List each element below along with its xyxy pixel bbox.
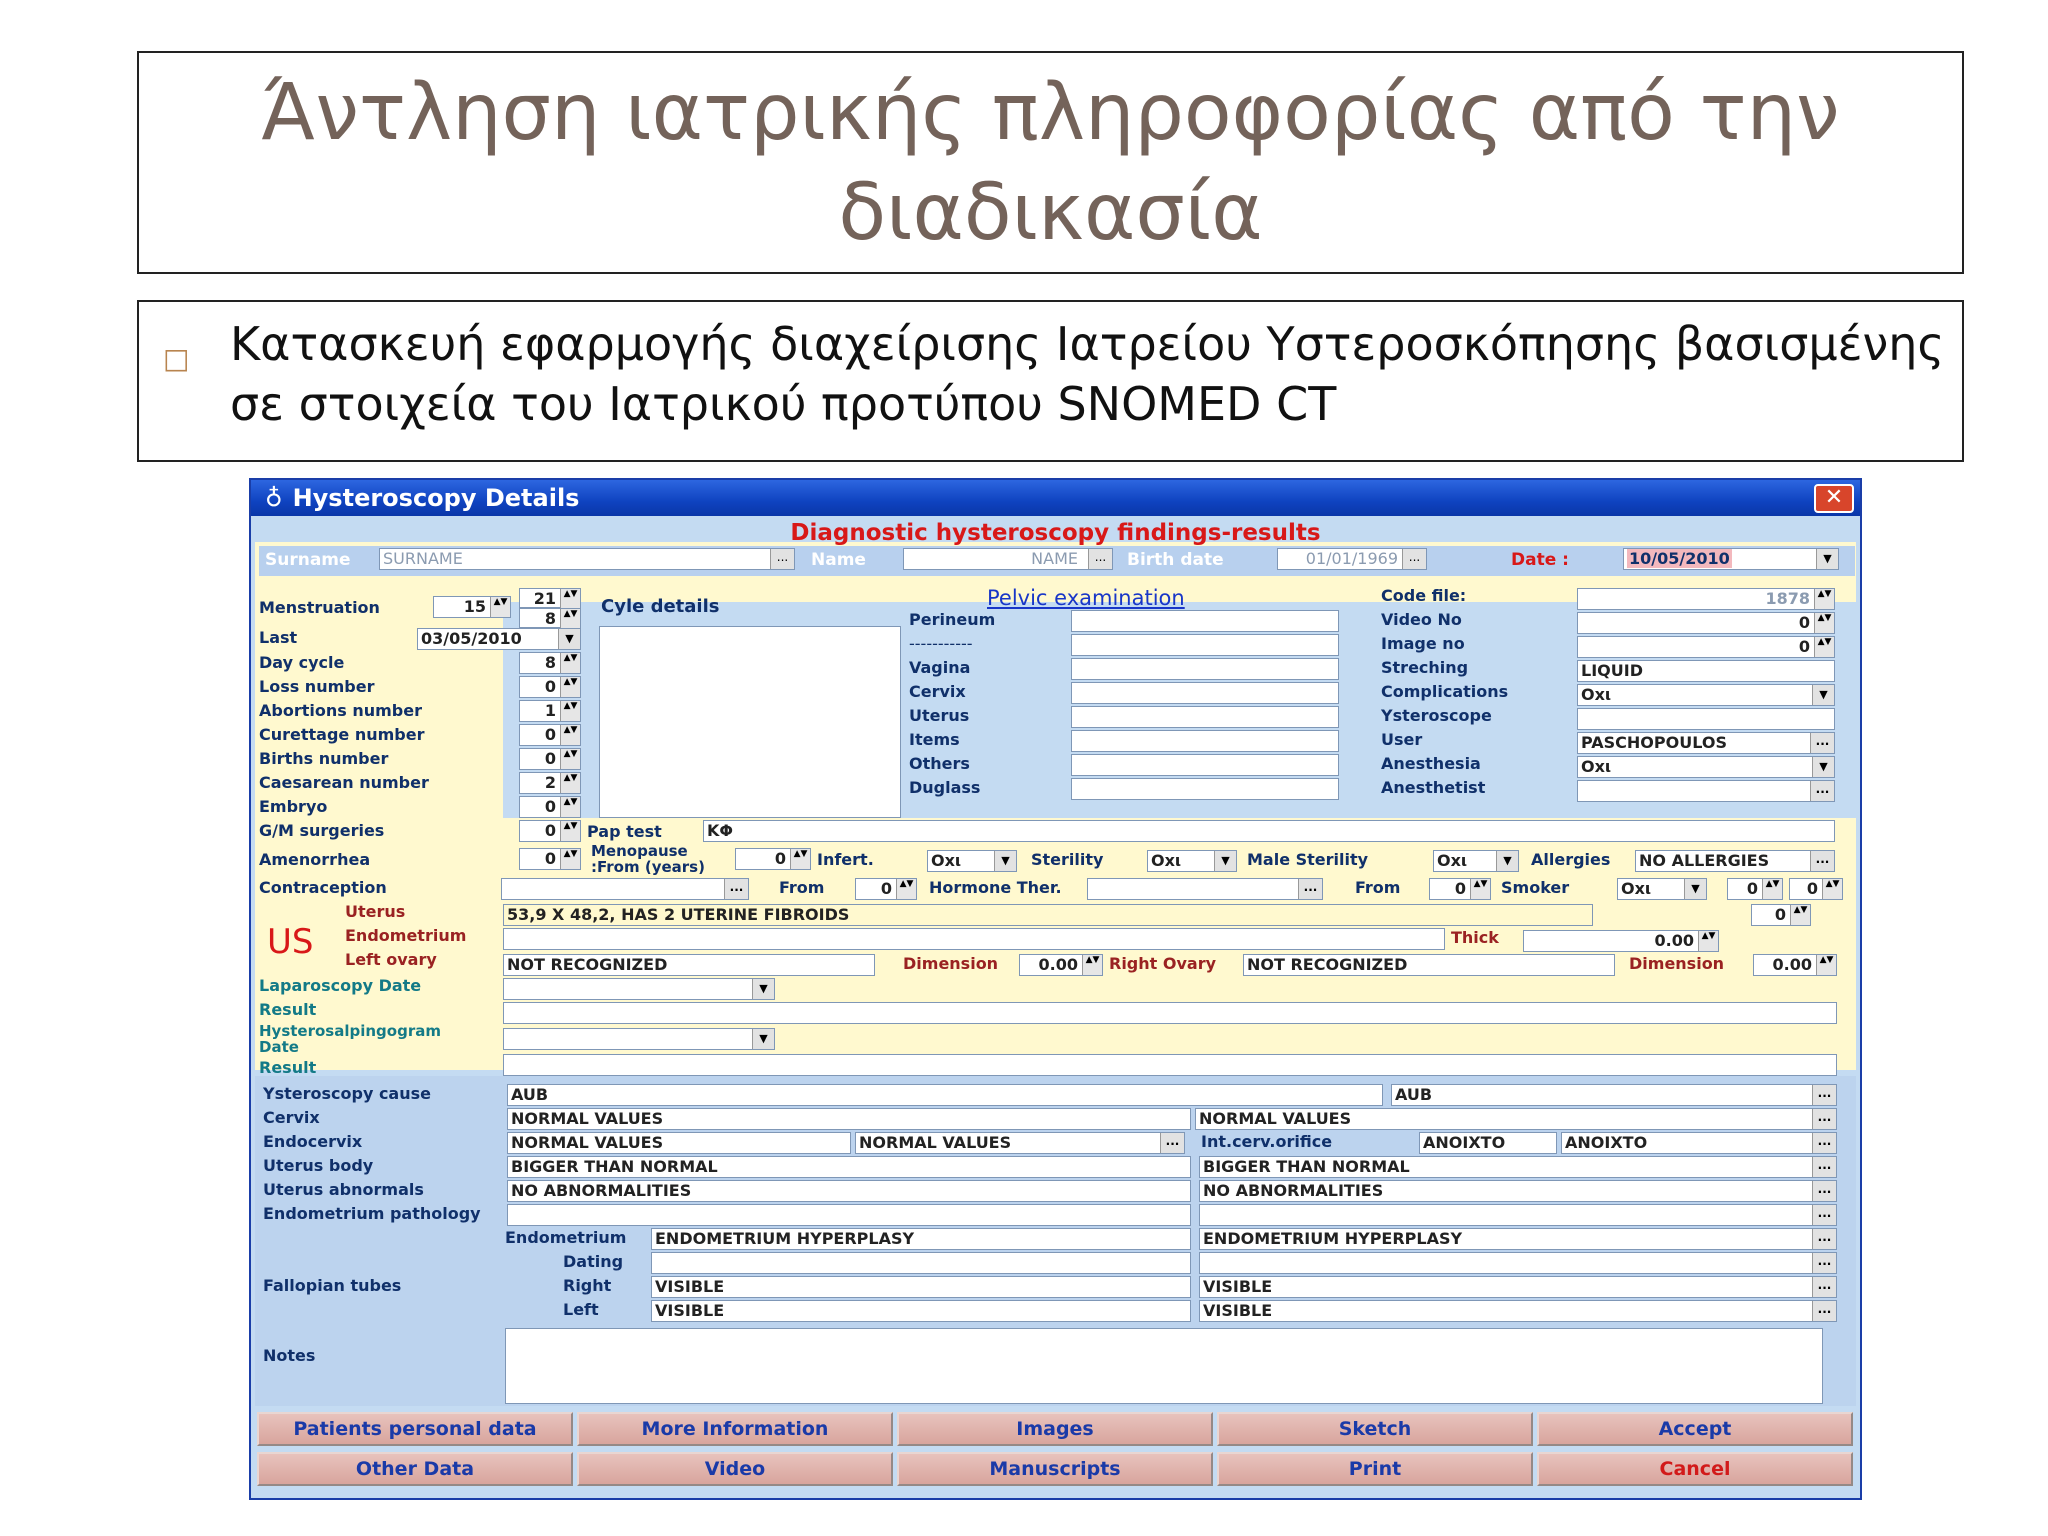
complications-select[interactable]: Oxι ▼ <box>1577 684 1835 706</box>
uterus-label: Uterus <box>909 706 970 725</box>
bullet-text: Κατασκευή εφαρμογής διαχείρισης Ιατρείου Υστεροσκόπησης βασισμένης σε στοιχεία του Ιατρικού προτύπου SNOMED CT <box>230 317 1945 431</box>
close-button[interactable]: ✕ <box>1814 484 1854 513</box>
laparoscopy-date-label: Laparoscopy Date <box>259 976 422 995</box>
uterus-body-field-a[interactable]: BIGGER THAN NORMAL <box>507 1156 1191 1178</box>
window-titlebar[interactable] <box>251 480 1860 516</box>
anesthesia-label: Anesthesia <box>1381 754 1481 773</box>
fallopian-left-field-a[interactable]: VISIBLE <box>651 1300 1191 1322</box>
anesthetist-label: Anesthetist <box>1381 778 1486 797</box>
caesarean-spinner[interactable]: 2 ▲▼ <box>519 772 581 794</box>
endocervix-field-b[interactable]: NORMAL VALUES ... <box>855 1132 1185 1154</box>
int-cerv-field-b[interactable]: ΑΝΟΙΧΤΟ ... <box>1561 1132 1837 1154</box>
menopause-spinner[interactable]: 0 ▲▼ <box>735 848 811 870</box>
endometrium-field-a[interactable]: ENDOMETRIUM HYPERPLASY <box>651 1228 1191 1250</box>
sterility-label: Sterility <box>1031 850 1104 869</box>
video-no-label: Video No <box>1381 610 1462 629</box>
name-label: Name <box>811 550 866 570</box>
streching-label: Streching <box>1381 658 1469 677</box>
images-button[interactable]: Images <box>897 1412 1213 1446</box>
uterus-body-field-b[interactable]: BIGGER THAN NORMAL ... <box>1199 1156 1837 1178</box>
sterility-select[interactable]: Oxι ▼ <box>1147 850 1237 872</box>
amenorrhea-label: Amenorrhea <box>259 850 371 869</box>
from-spinner-2[interactable]: 0 ▲▼ <box>1429 878 1491 900</box>
others-field[interactable] <box>1071 754 1339 776</box>
smoker-spinner-1[interactable]: 0 ▲▼ <box>1727 878 1783 900</box>
thick-label: Thick <box>1451 928 1499 947</box>
laparoscopy-date-field[interactable]: ▼ <box>503 978 775 1000</box>
fallopian-left-field-b[interactable]: VISIBLE ... <box>1199 1300 1837 1322</box>
code-file-label: Code file: <box>1381 586 1467 605</box>
bullet-square-icon: □ <box>163 342 190 375</box>
menstruation-label: Menstruation <box>259 598 380 617</box>
endometrium-pathology-field-b[interactable]: ... <box>1199 1204 1837 1226</box>
other-data-button[interactable]: Other Data <box>257 1452 573 1486</box>
male-sterility-select[interactable]: Oxι ▼ <box>1433 850 1519 872</box>
notes-label: Notes <box>263 1346 316 1365</box>
hsg-result-field[interactable] <box>503 1054 1837 1076</box>
infert-label: Infert. <box>817 850 874 869</box>
last-label: Last <box>259 628 298 647</box>
dimension-spinner-2[interactable]: 0.00 ▲▼ <box>1753 954 1837 976</box>
more-information-button[interactable]: More Information <box>577 1412 893 1446</box>
us-uterus-spinner[interactable]: 0 ▲▼ <box>1751 904 1811 926</box>
vagina-label: Vagina <box>909 658 971 677</box>
findings-heading: Diagnostic hysteroscopy findings-results <box>790 520 1321 546</box>
caesarean-label: Caesarean number <box>259 773 429 792</box>
cycle-details-textarea[interactable] <box>599 626 901 818</box>
duglass-label: Duglass <box>909 778 981 797</box>
us-endometrium-label: Endometrium <box>345 926 467 945</box>
pap-test-field[interactable]: ΚΦ <box>703 820 1835 842</box>
from-label-1: From <box>779 878 825 897</box>
us-uterus-field[interactable]: 53,9 X 48,2, HAS 2 UTERINE FIBROIDS <box>503 904 1593 926</box>
streching-field[interactable]: LIQUID <box>1577 660 1835 682</box>
infert-select[interactable]: Oxι ▼ <box>927 850 1017 872</box>
app-icon: ♁ <box>265 484 283 512</box>
loss-label: Loss number <box>259 677 375 696</box>
hormone-field[interactable]: ... <box>1087 878 1323 900</box>
gm-surgeries-label: G/M surgeries <box>259 821 385 840</box>
cervix-findings-label: Cervix <box>263 1108 320 1127</box>
int-cerv-orifice-label: Int.cerv.orifice <box>1201 1132 1333 1151</box>
smoker-spinner-2[interactable]: 0 ▲▼ <box>1789 878 1843 900</box>
day-cycle-spinner[interactable]: 8 ▲▼ <box>519 652 581 674</box>
from-spinner-1[interactable]: 0 ▲▼ <box>855 878 917 900</box>
curettage-spinner[interactable]: 0 ▲▼ <box>519 724 581 746</box>
fallopian-left-label: Left <box>563 1300 599 1319</box>
day-cycle-label: Day cycle <box>259 653 345 672</box>
births-spinner[interactable]: 0 ▲▼ <box>519 748 581 770</box>
fallopian-right-label: Right <box>563 1276 612 1295</box>
last-date-field[interactable]: 03/05/2010 ▼ <box>417 628 581 650</box>
int-cerv-field-a[interactable]: ΑΝΟΙΧΤΟ <box>1419 1132 1557 1154</box>
date-dropdown-arrow[interactable]: ▼ <box>1816 549 1838 569</box>
hsg-result-label: Result <box>259 1058 317 1077</box>
menstruation-spinner-b[interactable]: 8 ▲▼ <box>519 608 581 628</box>
dimension-label-2: Dimension <box>1629 954 1725 973</box>
vagina-field[interactable] <box>1071 658 1339 680</box>
ysteroscope-label: Ysteroscope <box>1381 706 1492 725</box>
cervix-field[interactable] <box>1071 682 1339 704</box>
complications-label: Complications <box>1381 682 1509 701</box>
thick-spinner[interactable]: 0.00 ▲▼ <box>1523 930 1719 952</box>
right-ovary-field[interactable]: NOT RECOGNIZED <box>1243 954 1615 976</box>
bullet-box <box>137 300 1964 462</box>
endocervix-field-a[interactable]: NORMAL VALUES <box>507 1132 851 1154</box>
image-no-spinner[interactable]: 0 ▲▼ <box>1577 636 1835 658</box>
curettage-label: Curettage number <box>259 725 425 744</box>
births-label: Births number <box>259 749 389 768</box>
date-field[interactable]: 10/05/2010 ▼ <box>1623 548 1839 570</box>
smoker-label: Smoker <box>1501 878 1570 897</box>
hysteroscopy-window <box>249 478 1862 1500</box>
endometrium-findings-label: Endometrium <box>505 1228 627 1247</box>
endometrium-field-b[interactable]: ENDOMETRIUM HYPERPLASY ... <box>1199 1228 1837 1250</box>
endocervix-label: Endocervix <box>263 1132 363 1151</box>
dating-field-b[interactable]: ... <box>1199 1252 1837 1274</box>
uterus-body-label: Uterus body <box>263 1156 374 1175</box>
cervix-label: Cervix <box>909 682 966 701</box>
smoker-select[interactable]: Oxι ▼ <box>1617 878 1707 900</box>
print-button[interactable]: Print <box>1217 1452 1533 1486</box>
us-uterus-label: Uterus <box>345 902 406 921</box>
items-field[interactable] <box>1071 730 1339 752</box>
pelvic-examination-title: Pelvic examination <box>987 586 1185 610</box>
code-file-field[interactable]: 1878 ▲▼ <box>1577 588 1835 610</box>
name-lookup-button[interactable]: ... <box>1088 549 1112 569</box>
video-button[interactable]: Video <box>577 1452 893 1486</box>
contraception-field[interactable]: ... <box>501 878 749 900</box>
menstruation-spinner[interactable]: 15 ▲▼ <box>433 596 511 618</box>
left-ovary-field[interactable]: NOT RECOGNIZED <box>503 954 875 976</box>
us-left-ovary-label: Left ovary <box>345 950 437 969</box>
user-field[interactable]: PASCHOPOULOS ... <box>1577 732 1835 754</box>
menopause-from-label: :From (years) <box>591 858 705 876</box>
male-sterility-label: Male Sterility <box>1247 850 1369 869</box>
surname-label: Surname <box>265 550 351 570</box>
gm-surgeries-spinner[interactable]: 0 ▲▼ <box>519 820 581 842</box>
sketch-button[interactable]: Sketch <box>1217 1412 1533 1446</box>
pap-test-label: Pap test <box>587 822 662 841</box>
user-label: User <box>1381 730 1423 749</box>
hsg-date-label: Date <box>259 1038 299 1056</box>
anesthesia-select[interactable]: Oxι ▼ <box>1577 756 1835 778</box>
window-title: Hysteroscopy Details <box>292 484 580 512</box>
abortions-spinner[interactable]: 1 ▲▼ <box>519 700 581 722</box>
cervix-field-b[interactable]: NORMAL VALUES ... <box>1195 1108 1837 1130</box>
uterus-field[interactable] <box>1071 706 1339 728</box>
endometrium-pathology-field-a[interactable] <box>507 1204 1191 1226</box>
right-ovary-label: Right Ovary <box>1109 954 1217 973</box>
laparoscopy-result-label: Result <box>259 1000 317 1019</box>
pelvic-extra-field[interactable] <box>1071 634 1339 656</box>
birth-date-field[interactable]: 01/01/1969 ... <box>1277 548 1427 570</box>
duglass-field[interactable] <box>1071 778 1339 800</box>
dimension-spinner-1[interactable]: 0.00 ▲▼ <box>1019 954 1103 976</box>
abortions-label: Abortions number <box>259 701 422 720</box>
menopause-label: Menopause <box>591 842 688 860</box>
us-endometrium-field[interactable] <box>503 928 1445 950</box>
birth-date-label: Birth date <box>1127 550 1224 570</box>
fallopian-tubes-label: Fallopian tubes <box>263 1276 402 1295</box>
laparoscopy-result-field[interactable] <box>503 1002 1837 1024</box>
uterus-abnormals-field-b[interactable]: NO ABNORMALITIES ... <box>1199 1180 1837 1202</box>
manuscripts-button[interactable]: Manuscripts <box>897 1452 1213 1486</box>
fallopian-right-field-b[interactable]: VISIBLE ... <box>1199 1276 1837 1298</box>
items-label: Items <box>909 730 960 749</box>
name-field[interactable]: NAME ... <box>903 548 1113 570</box>
slide-title: Άντληση ιατρικής πληροφορίας από την διαδικασία <box>137 51 1964 274</box>
cause-field-b[interactable]: AUB ... <box>1391 1084 1837 1106</box>
us-label: US <box>267 922 314 962</box>
dating-label: Dating <box>563 1252 624 1271</box>
cause-label: Ysteroscopy cause <box>263 1084 431 1103</box>
embryo-spinner[interactable]: 0 ▲▼ <box>519 796 581 818</box>
birth-date-lookup-button[interactable]: ... <box>1402 549 1426 569</box>
perineum-label: Perineum <box>909 610 996 629</box>
cycle-details-label: Cyle details <box>601 596 720 617</box>
accept-button[interactable]: Accept <box>1537 1412 1853 1446</box>
cause-field-a[interactable]: AUB <box>507 1084 1383 1106</box>
perineum-field[interactable] <box>1071 610 1339 632</box>
hormone-label: Hormone Ther. <box>929 878 1062 897</box>
allergies-label: Allergies <box>1531 850 1611 869</box>
embryo-label: Embryo <box>259 797 328 816</box>
loss-spinner[interactable]: 0 ▲▼ <box>519 676 581 698</box>
endometrium-pathology-label: Endometrium pathology <box>263 1204 481 1223</box>
patients-personal-data-button[interactable]: Patients personal data <box>257 1412 573 1446</box>
menstruation-spinner-a[interactable]: 21 ▲▼ <box>519 588 581 608</box>
others-label: Others <box>909 754 970 773</box>
notes-textarea[interactable] <box>505 1328 1823 1404</box>
hsg-label: Hysterosalpingogram <box>259 1022 441 1040</box>
amenorrhea-spinner[interactable]: 0 ▲▼ <box>519 848 581 870</box>
from-label-2: From <box>1355 878 1401 897</box>
ysteroscope-field[interactable] <box>1577 708 1835 730</box>
video-no-spinner[interactable]: 0 ▲▼ <box>1577 612 1835 634</box>
fallopian-right-field-a[interactable]: VISIBLE <box>651 1276 1191 1298</box>
anesthetist-field[interactable]: ... <box>1577 780 1835 802</box>
uterus-abnormals-field-a[interactable]: NO ABNORMALITIES <box>507 1180 1191 1202</box>
uterus-abnormals-label: Uterus abnormals <box>263 1180 424 1199</box>
hsg-date-field[interactable]: ▼ <box>503 1028 775 1050</box>
dimension-label-1: Dimension <box>903 954 999 973</box>
dating-field-a[interactable] <box>651 1252 1191 1274</box>
cancel-button[interactable]: Cancel <box>1537 1452 1853 1486</box>
allergies-field[interactable]: NO ALLERGIES ... <box>1635 850 1835 872</box>
cervix-field-a[interactable]: NORMAL VALUES <box>507 1108 1191 1130</box>
image-no-label: Image no <box>1381 634 1465 653</box>
date-label: Date : <box>1511 550 1569 570</box>
contraception-label: Contraception <box>259 878 387 897</box>
surname-lookup-button[interactable]: ... <box>770 549 794 569</box>
pelvic-separator: ----------- <box>909 634 973 653</box>
surname-field[interactable]: SURNAME ... <box>379 548 795 570</box>
